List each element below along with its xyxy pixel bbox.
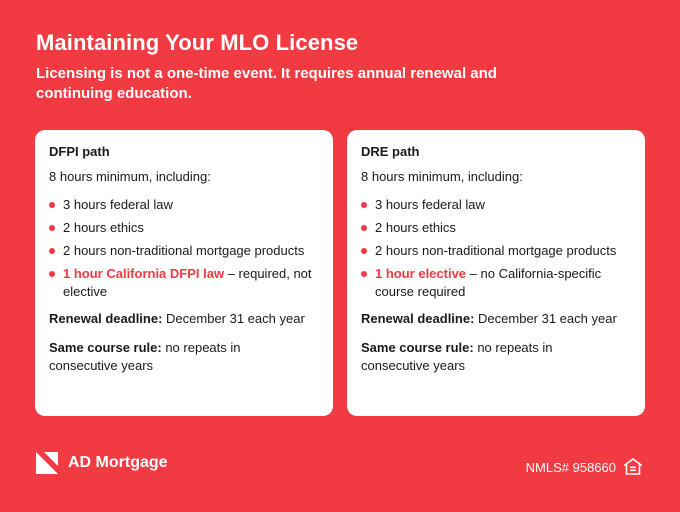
- bullet-dot-icon: [49, 271, 55, 277]
- bullet-dot-icon: [361, 225, 367, 231]
- bullet-dot-icon: [49, 202, 55, 208]
- page-subtitle: Licensing is not a one-time event. It requires annual renewal and continuing education.: [36, 65, 497, 102]
- list-item-highlight: 1 hour California DFPI law – required, not elective: [49, 265, 319, 301]
- dre-path-card: [347, 130, 645, 416]
- card-title: DRE path: [361, 144, 420, 159]
- renewal-deadline: Renewal deadline: December 31 each year: [49, 311, 305, 326]
- requirement-list: [361, 196, 631, 301]
- same-course-rule: Same course rule: no repeats in consecutive years: [49, 340, 241, 373]
- list-item: 2 hours ethics: [49, 219, 319, 237]
- bullet-dot-icon: [361, 271, 367, 277]
- nmls-badge: [526, 458, 642, 476]
- list-item: 2 hours non-traditional mortgage products: [361, 242, 631, 260]
- card-intro: 8 hours minimum, including:: [361, 169, 523, 184]
- list-item: 2 hours ethics: [361, 219, 631, 237]
- card-intro: 8 hours minimum, including:: [49, 169, 211, 184]
- bullet-dot-icon: [49, 225, 55, 231]
- ad-mortgage-logo-icon: [36, 452, 58, 474]
- requirement-list: [49, 196, 319, 301]
- list-item: 2 hours non-traditional mortgage products: [49, 242, 319, 260]
- brand-logo: [36, 452, 168, 474]
- bullet-dot-icon: [361, 248, 367, 254]
- brand-name: AD Mortgage: [68, 454, 168, 471]
- list-item: 3 hours federal law: [361, 196, 631, 214]
- highlight-text: 1 hour California DFPI law: [63, 266, 225, 281]
- page-title: Maintaining Your MLO License: [36, 30, 359, 55]
- list-item-highlight: 1 hour elective – no California-specific course required: [361, 265, 631, 301]
- bullet-dot-icon: [361, 202, 367, 208]
- list-item: 3 hours federal law: [49, 196, 319, 214]
- highlight-text: 1 hour elective: [375, 266, 467, 281]
- same-course-rule: Same course rule: no repeats in consecutive years: [361, 340, 553, 373]
- renewal-deadline: Renewal deadline: December 31 each year: [361, 311, 617, 326]
- card-title: DFPI path: [49, 144, 110, 159]
- bullet-dot-icon: [49, 248, 55, 254]
- nmls-number: NMLS# 958660: [525, 459, 616, 475]
- equal-housing-opportunity-icon: [624, 458, 642, 476]
- dfpi-path-card: [35, 130, 333, 416]
